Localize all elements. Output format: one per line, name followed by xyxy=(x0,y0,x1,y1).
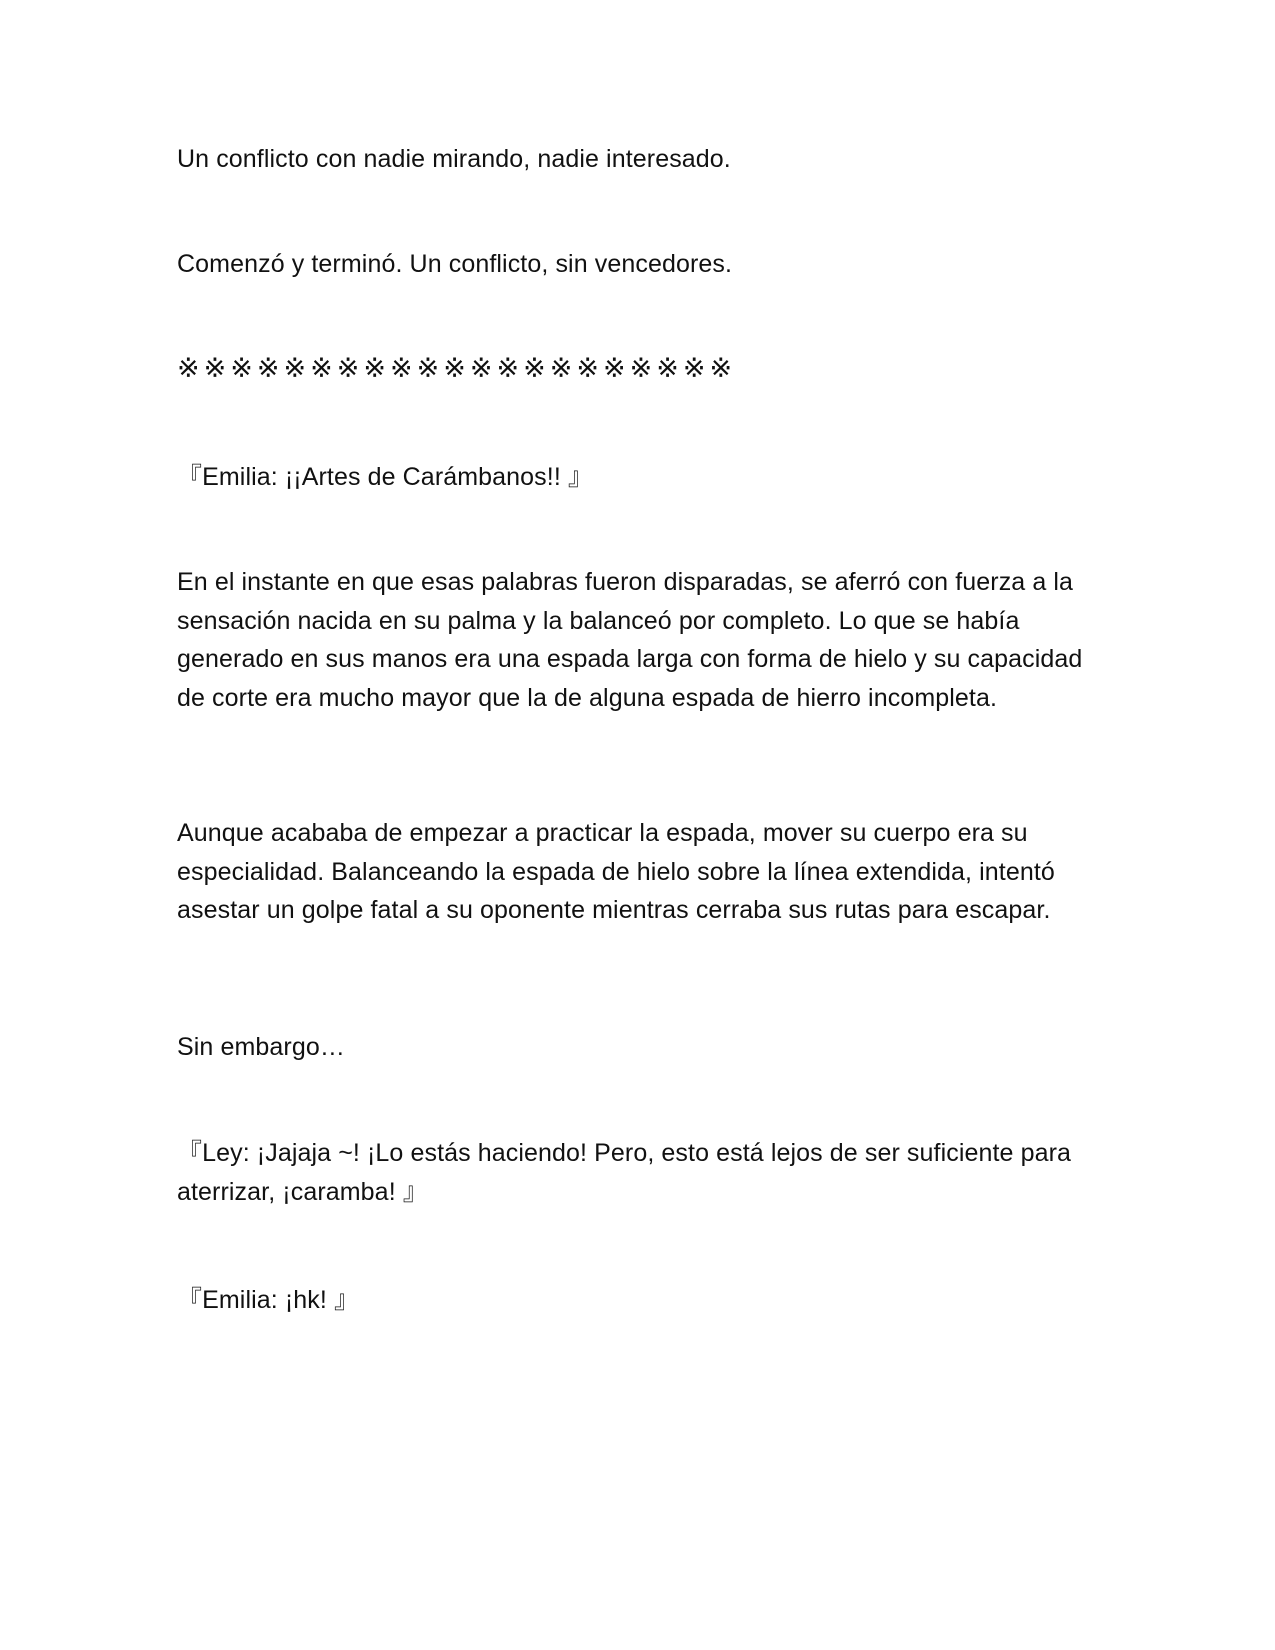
paragraph-2: Comenzó y terminó. Un conflicto, sin vencedores. xyxy=(177,250,733,278)
dialogue-emilia-2: 『Emilia: ¡hk! 』 xyxy=(177,1286,360,1314)
dialogue-ley: 『Ley: ¡Jajaja ~! ¡Lo estás haciendo! Pero, esto está lejos de ser suficiente para aterrizar, ¡caramba! 』 xyxy=(177,1139,1072,1206)
dialogue-emilia-1: 『Emilia: ¡¡Artes de Carámbanos!! 』 xyxy=(177,463,594,491)
paragraph-4: Aunque acababa de empezar a practicar la espada, mover su cuerpo era su especialidad. Balanceando la espada de hielo sobre la línea extendida, intentó asestar un golpe fatal a su oponente mientras cerraba sus rutas para escapar. xyxy=(177,819,1055,924)
paragraph-1: Un conflicto con nadie mirando, nadie interesado. xyxy=(177,145,731,173)
paragraph-5: Sin embargo… xyxy=(177,1033,345,1061)
paragraph-3: En el instante en que esas palabras fueron disparadas, se aferró con fuerza a la sensación nacida en su palma y la balanceó por completo. Lo que se había generado en sus manos era una espada larga con forma de hielo y su capacidad de corte era mucho mayor que la de alguna espada de hierro incompleta. xyxy=(177,568,1083,712)
scene-separator: ※※※※※※※※※※※※※※※※※※※※※ xyxy=(177,353,737,384)
